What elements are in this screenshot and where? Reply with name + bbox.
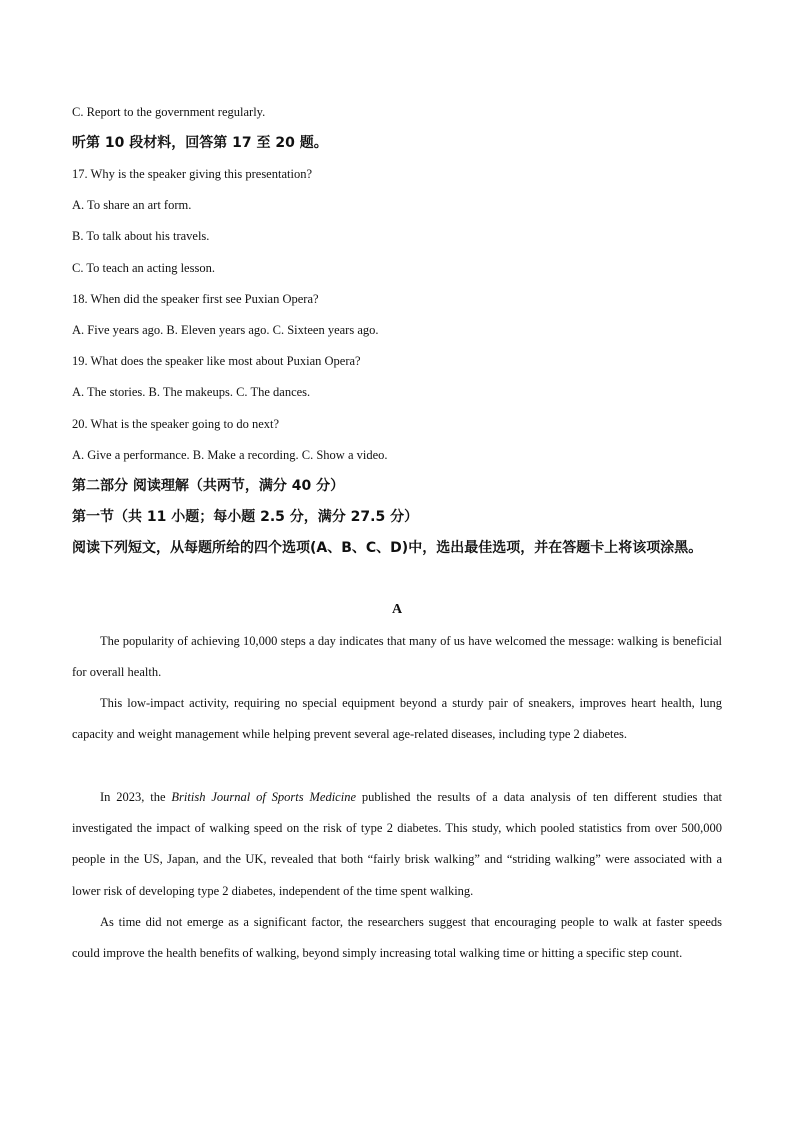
q17-option-a: A. To share an art form. [72, 198, 192, 212]
part-two-heading: 第二部分 阅读理解（共两节，满分 40 分） [72, 478, 345, 494]
passage-paragraph-3 [72, 782, 722, 907]
q18-question: 18. When did the speaker first see Puxian Opera? [72, 292, 319, 306]
passage-paragraph-2: This low-impact activity, requiring no special equipment beyond a sturdy pair of sneakers, improves heart health, lung capacity and weight management while helping prevent several age-related diseases, including type 2 diabetes. [72, 696, 722, 742]
q18-options: A. Five years ago. B. Eleven years ago. C. Sixteen years ago. [72, 323, 379, 337]
q17-option-b: B. To talk about his travels. [72, 229, 210, 243]
section-one-heading: 第一节（共 11 小题；每小题 2.5 分，满分 27.5 分） [72, 509, 419, 525]
journal-title: British Journal of Sports Medicine [171, 790, 357, 804]
q19-options: A. The stories. B. The makeups. C. The dances. [72, 385, 311, 399]
q17-option-c: C. To teach an acting lesson. [72, 261, 215, 275]
prev-question-option-c: C. Report to the government regularly. [72, 105, 266, 119]
q20-options: A. Give a performance. B. Make a recording. C. Show a video. [72, 448, 388, 462]
p3-text-before: In 2023, the [100, 790, 172, 804]
passage-label: A [391, 602, 403, 617]
q20-question: 20. What is the speaker going to do next? [72, 417, 280, 431]
section-10-instruction: 听第 10 段材料，回答第 17 至 20 题。 [72, 135, 328, 151]
passage-paragraph-1: The popularity of achieving 10,000 steps a day indicates that many of us have welcomed the message: walking is beneficial for overall health. [72, 634, 722, 680]
q17-question: 17. Why is the speaker giving this presentation? [72, 167, 312, 181]
q19-question: 19. What does the speaker like most about Puxian Opera? [72, 354, 361, 368]
p3-text-after: published the results of a data analysis of ten different studies that investigated the impact of walking speed on the risk of type 2 diabetes. This study, which pooled statistics from over 500,000 people in the US, Japan, and the UK, revealed that both “fairly brisk walking” and “striding walking” were associated with a lower risk of developing type 2 diabetes, independent of the time spent walking. [72, 790, 722, 898]
reading-instruction: 阅读下列短文，从每题所给的四个选项(A、B、C、D)中，选出最佳选项，并在答题卡上将该项涂黑。 [72, 540, 703, 556]
passage-paragraph-4: As time did not emerge as a significant factor, the researchers suggest that encouraging people to walk at faster speeds could improve the health benefits of walking, beyond simply increasing total walking time or hitting a specific step count. [72, 915, 722, 961]
